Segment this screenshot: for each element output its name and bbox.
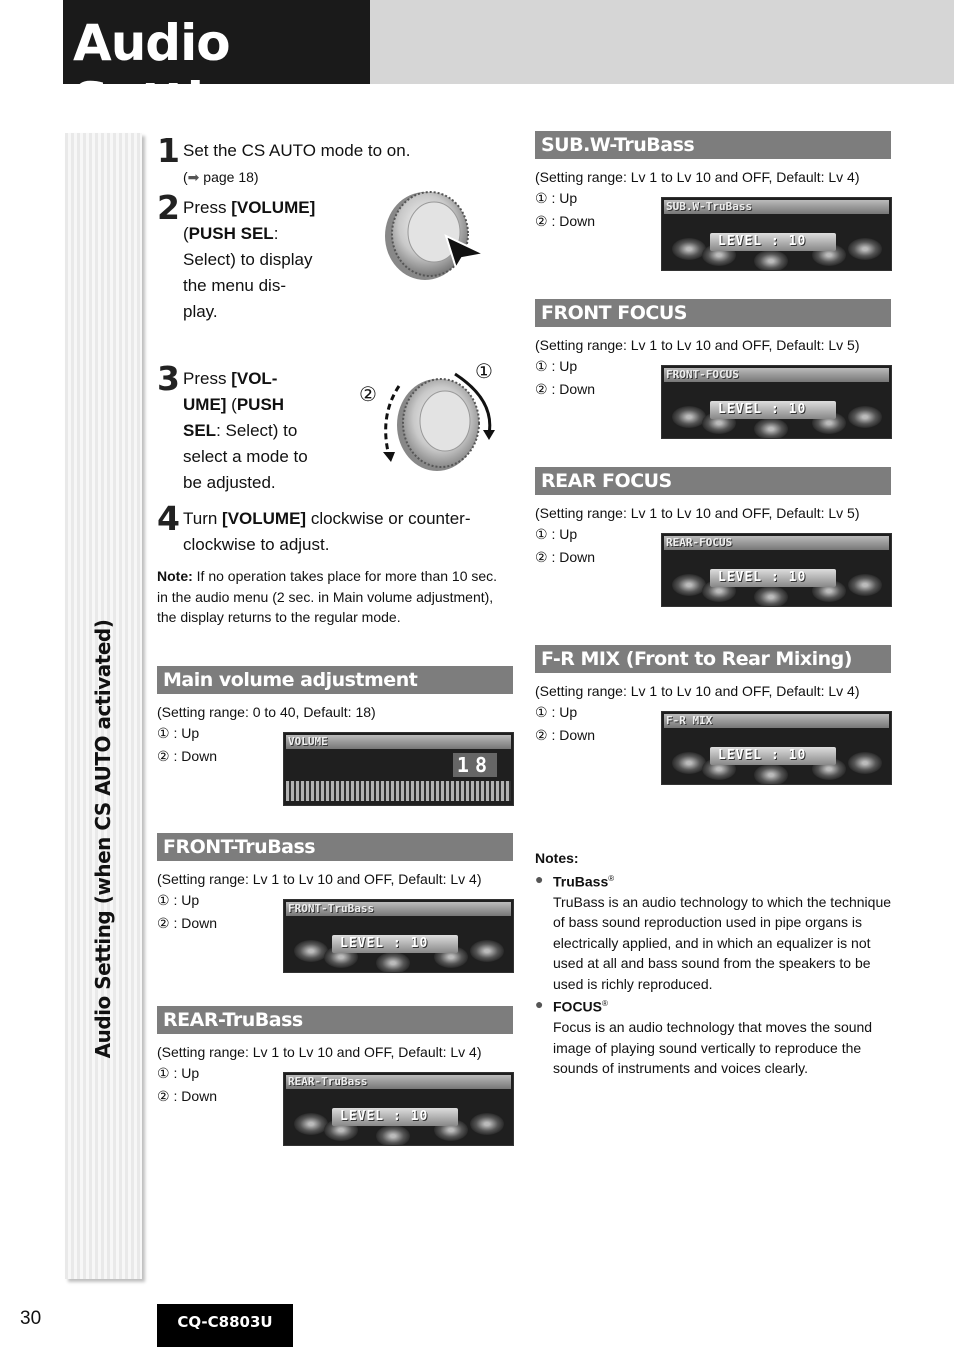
bullet-icon: ● [535, 870, 544, 887]
lcd-display [283, 899, 514, 973]
step-1-number: 1 [157, 131, 180, 170]
speaker-icon [848, 406, 882, 428]
lcd-display [661, 533, 892, 607]
speaker-icon [848, 752, 882, 774]
title-bar-extension [370, 0, 954, 84]
step-3-number: 3 [157, 359, 180, 398]
lcd-display [283, 1072, 514, 1146]
up-label: ① : Up [535, 704, 578, 720]
arrow-right-icon: ➡ [187, 169, 200, 185]
step-3-text: Press [VOL- UME] (PUSH SEL: Select) to select a mode to be adjusted. [183, 369, 308, 492]
speaker-icon [848, 574, 882, 596]
lcd-display [283, 732, 514, 806]
up-label: ① : Up [535, 190, 578, 206]
lcd-title: FRONT-TruBass [286, 902, 511, 916]
down-label: ② : Down [157, 915, 218, 931]
step-4-text: Turn [VOLUME] clockwise or counter- clockwise to adjust. [183, 509, 471, 554]
bullet-icon: ● [535, 996, 544, 1013]
lcd-title: FRONT-FOCUS [664, 368, 889, 382]
up-label: ① : Up [157, 725, 200, 741]
down-label: ② : Down [157, 748, 218, 764]
section-heading: Main volume adjustment [157, 666, 513, 694]
down-label: ② : Down [535, 727, 596, 743]
setting-range: (Setting range: 0 to 40, Default: 18) [157, 704, 376, 720]
up-label: ① : Up [157, 892, 200, 908]
volume-bar [286, 781, 511, 801]
lcd-title: VOLUME [286, 735, 511, 749]
speaker-icon [754, 764, 788, 785]
up-label: ① : Up [535, 526, 578, 542]
lcd-level-value: LEVEL : 10 [332, 935, 458, 953]
speaker-icon [294, 940, 328, 962]
step-1-ref: (➡ page 18) [183, 169, 259, 185]
step-2-text: Press [VOLUME] (PUSH SEL: Select) to display the menu dis- play. [183, 198, 316, 321]
setting-range: (Setting range: Lv 1 to Lv 10 and OFF, Default: Lv 5) [535, 505, 860, 521]
speaker-icon [754, 250, 788, 271]
section-heading: REAR FOCUS [535, 467, 891, 495]
speaker-icon [672, 406, 706, 428]
setting-range: (Setting range: Lv 1 to Lv 10 and OFF, Default: Lv 4) [535, 169, 860, 185]
page-title: Audio Setting [73, 14, 273, 130]
page-number: 30 [20, 1308, 42, 1329]
lcd-display [661, 197, 892, 271]
speaker-icon [470, 940, 504, 962]
section-heading: REAR-TruBass [157, 1006, 513, 1034]
knob-up-label: ① [475, 361, 493, 383]
lcd-level-value: LEVEL : 10 [710, 401, 836, 419]
speaker-icon [376, 952, 410, 973]
down-label: ② : Down [535, 549, 596, 565]
lcd-display [661, 711, 892, 785]
speaker-icon [294, 1113, 328, 1135]
down-label: ② : Down [535, 213, 596, 229]
lcd-level-value: LEVEL : 10 [332, 1108, 458, 1126]
speaker-icon [376, 1125, 410, 1146]
notes-block: Notes: ● TruBass® TruBass is an audio technology to which the technique of bass sound reproduction used in pipe organs is electrically applied, and in which an equalizer is not used at all and bass sound from the speakers to be used is richly reproduced. ● FOCUS® Focus is an audio technology that moves the sound image of playing sound vertically to reproduce the sounds of instruments and voices clearly. [535, 850, 892, 1077]
section-heading: F-R MIX (Front to Rear Mixing) [535, 645, 891, 673]
knob-down-label: ② [359, 384, 377, 406]
down-label: ② : Down [157, 1088, 218, 1104]
setting-range: (Setting range: Lv 1 to Lv 10 and OFF, Default: Lv 5) [535, 337, 860, 353]
setting-range: (Setting range: Lv 1 to Lv 10 and OFF, Default: Lv 4) [157, 871, 482, 887]
up-label: ① : Up [535, 358, 578, 374]
speaker-icon [672, 574, 706, 596]
note-block: Note: If no operation takes place for more than 10 sec. in the audio menu (2 sec. in Main volume adjustment), the display returns to the regular mode. [157, 568, 498, 625]
up-label: ① : Up [157, 1065, 200, 1081]
lcd-level-value: LEVEL : 10 [710, 569, 836, 587]
page-title-bar [63, 0, 370, 130]
lcd-volume-value: 18 [453, 753, 497, 777]
lcd-level-value: LEVEL : 10 [710, 747, 836, 765]
down-label: ② : Down [535, 381, 596, 397]
speaker-icon [754, 418, 788, 439]
lcd-level-value: LEVEL : 10 [710, 233, 836, 251]
speaker-icon [754, 586, 788, 607]
setting-range: (Setting range: Lv 1 to Lv 10 and OFF, Default: Lv 4) [535, 683, 860, 699]
model-badge: CQ-C8803U [157, 1304, 293, 1347]
volume-knob-push-icon [380, 186, 490, 286]
lcd-title: REAR-FOCUS [664, 536, 889, 550]
lcd-title: SUB.W-TruBass [664, 200, 889, 214]
lcd-display [661, 365, 892, 439]
lcd-title: REAR-TruBass [286, 1075, 511, 1089]
lcd-title: F-R MIX [664, 714, 889, 728]
setting-range: (Setting range: Lv 1 to Lv 10 and OFF, Default: Lv 4) [157, 1044, 482, 1060]
step-2-number: 2 [157, 188, 180, 227]
step-1-text: Set the CS AUTO mode to on. [183, 141, 411, 160]
speaker-icon [672, 752, 706, 774]
section-heading: FRONT-TruBass [157, 833, 513, 861]
speaker-icon [470, 1113, 504, 1135]
section-heading: SUB.W-TruBass [535, 131, 891, 159]
speaker-icon [672, 238, 706, 260]
step-4-number: 4 [157, 499, 180, 538]
section-heading: FRONT FOCUS [535, 299, 891, 327]
speaker-icon [848, 238, 882, 260]
side-tab [65, 133, 142, 1279]
side-tab-label: Audio Setting (when CS AUTO activated) [91, 619, 115, 1059]
